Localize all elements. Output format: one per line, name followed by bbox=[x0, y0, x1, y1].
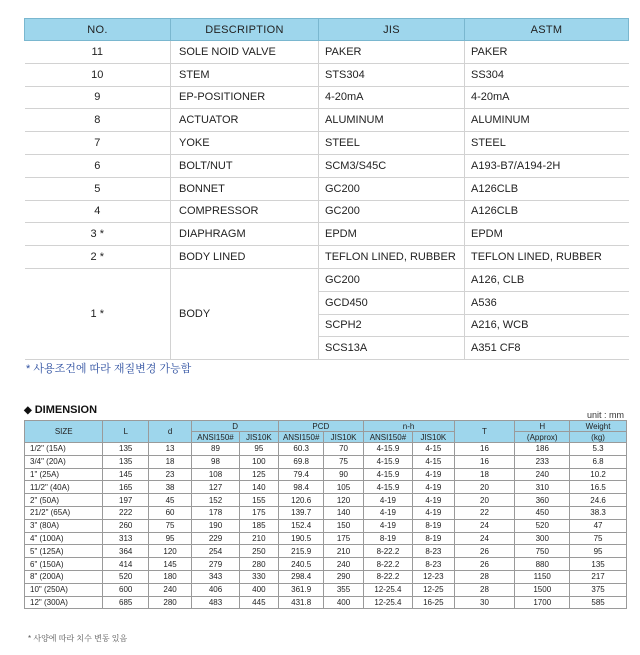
part-jis: ALUMINUM bbox=[319, 109, 465, 132]
part-no: 7 bbox=[25, 132, 171, 155]
cell-pcd-jis: 90 bbox=[324, 468, 363, 481]
dimension-table bbox=[24, 420, 627, 609]
cell-d-jis: 210 bbox=[239, 532, 278, 545]
cell-nh-jis: 16-25 bbox=[413, 596, 454, 609]
part-jis: GC200 bbox=[319, 200, 465, 223]
cell-d-jis: 330 bbox=[239, 570, 278, 583]
dimension-row bbox=[25, 443, 627, 456]
cell-d-small: 60 bbox=[148, 506, 191, 519]
dimension-row bbox=[25, 558, 627, 571]
part-no: 4 bbox=[25, 200, 171, 223]
part-astm: A126, CLB bbox=[465, 268, 629, 291]
cell-d-jis: 445 bbox=[239, 596, 278, 609]
cell-t: 26 bbox=[454, 558, 515, 571]
header-description: DESCRIPTION bbox=[171, 19, 319, 41]
part-description: ACTUATOR bbox=[171, 109, 319, 132]
cell-size: 8" (200A) bbox=[25, 570, 103, 583]
cell-nh-ansi: 4-19 bbox=[363, 506, 413, 519]
cell-t: 28 bbox=[454, 583, 515, 596]
cell-pcd-ansi: 152.4 bbox=[278, 519, 323, 532]
cell-l: 165 bbox=[103, 481, 148, 494]
cell-l: 222 bbox=[103, 506, 148, 519]
part-astm: A126CLB bbox=[465, 177, 629, 200]
dimension-row bbox=[25, 570, 627, 583]
cell-d-jis: 185 bbox=[239, 519, 278, 532]
cell-d-jis: 125 bbox=[239, 468, 278, 481]
cell-d-ansi: 483 bbox=[192, 596, 239, 609]
cell-d-jis: 140 bbox=[239, 481, 278, 494]
cell-d-ansi: 254 bbox=[192, 545, 239, 558]
cell-l: 685 bbox=[103, 596, 148, 609]
cell-d-small: 240 bbox=[148, 583, 191, 596]
header-size: SIZE bbox=[25, 421, 103, 443]
part-no: 2 * bbox=[25, 246, 171, 269]
cell-nh-ansi: 4-15.9 bbox=[363, 455, 413, 468]
cell-pcd-jis: 175 bbox=[324, 532, 363, 545]
cell-t: 18 bbox=[454, 468, 515, 481]
cell-h: 750 bbox=[515, 545, 570, 558]
dimension-row bbox=[25, 455, 627, 468]
cell-h: 1700 bbox=[515, 596, 570, 609]
part-description: YOKE bbox=[171, 132, 319, 155]
part-description: SOLE NOID VALVE bbox=[171, 41, 319, 64]
cell-d-ansi: 229 bbox=[192, 532, 239, 545]
part-astm: A193-B7/A194-2H bbox=[465, 154, 629, 177]
cell-t: 20 bbox=[454, 494, 515, 507]
cell-t: 28 bbox=[454, 570, 515, 583]
cell-size: 1" (25A) bbox=[25, 468, 103, 481]
header-d-jis: JIS10K bbox=[239, 432, 278, 443]
cell-t: 26 bbox=[454, 545, 515, 558]
cell-pcd-jis: 355 bbox=[324, 583, 363, 596]
cell-nh-ansi: 4-15.9 bbox=[363, 481, 413, 494]
cell-h: 450 bbox=[515, 506, 570, 519]
dimension-row bbox=[25, 481, 627, 494]
cell-nh-jis: 12-25 bbox=[413, 583, 454, 596]
part-jis: GCD450 bbox=[319, 291, 465, 314]
cell-d-jis: 280 bbox=[239, 558, 278, 571]
part-no: 1 * bbox=[25, 268, 171, 359]
part-jis: SCS13A bbox=[319, 337, 465, 360]
cell-d-ansi: 178 bbox=[192, 506, 239, 519]
cell-nh-jis: 12-23 bbox=[413, 570, 454, 583]
material-row bbox=[25, 41, 629, 64]
part-no: 6 bbox=[25, 154, 171, 177]
cell-w: 38.3 bbox=[570, 506, 627, 519]
dimension-row bbox=[25, 519, 627, 532]
cell-l: 520 bbox=[103, 570, 148, 583]
dimension-header-row-1 bbox=[25, 421, 627, 432]
material-row bbox=[25, 177, 629, 200]
dimension-title-text: DIMENSION bbox=[34, 404, 98, 416]
cell-nh-ansi: 8-19 bbox=[363, 532, 413, 545]
dimension-row bbox=[25, 545, 627, 558]
cell-nh-jis: 8-23 bbox=[413, 545, 454, 558]
part-jis: TEFLON LINED, RUBBER bbox=[319, 246, 465, 269]
unit-label: unit : mm bbox=[586, 410, 624, 420]
part-description: BOLT/NUT bbox=[171, 154, 319, 177]
cell-nh-jis: 4-15 bbox=[413, 443, 454, 456]
cell-pcd-jis: 140 bbox=[324, 506, 363, 519]
part-no: 9 bbox=[25, 86, 171, 109]
cell-nh-jis: 4-19 bbox=[413, 506, 454, 519]
cell-h: 300 bbox=[515, 532, 570, 545]
cell-nh-jis: 4-19 bbox=[413, 481, 454, 494]
cell-h: 360 bbox=[515, 494, 570, 507]
cell-d-small: 38 bbox=[148, 481, 191, 494]
cell-nh-jis: 8-19 bbox=[413, 532, 454, 545]
part-jis: STEEL bbox=[319, 132, 465, 155]
cell-size: 21/2" (65A) bbox=[25, 506, 103, 519]
dimension-row bbox=[25, 494, 627, 507]
cell-pcd-jis: 400 bbox=[324, 596, 363, 609]
material-row bbox=[25, 246, 629, 269]
part-description: BODY LINED bbox=[171, 246, 319, 269]
part-no: 3 * bbox=[25, 223, 171, 246]
cell-pcd-ansi: 298.4 bbox=[278, 570, 323, 583]
part-jis: GC200 bbox=[319, 177, 465, 200]
part-jis: STS304 bbox=[319, 63, 465, 86]
cell-pcd-ansi: 139.7 bbox=[278, 506, 323, 519]
material-row bbox=[25, 109, 629, 132]
material-row bbox=[25, 63, 629, 86]
cell-t: 16 bbox=[454, 443, 515, 456]
cell-size: 3/4" (20A) bbox=[25, 455, 103, 468]
cell-l: 197 bbox=[103, 494, 148, 507]
cell-w: 24.6 bbox=[570, 494, 627, 507]
cell-size: 3" (80A) bbox=[25, 519, 103, 532]
header-l: L bbox=[103, 421, 148, 443]
cell-d-ansi: 127 bbox=[192, 481, 239, 494]
material-row-body bbox=[25, 268, 629, 291]
cell-pcd-ansi: 215.9 bbox=[278, 545, 323, 558]
cell-d-ansi: 152 bbox=[192, 494, 239, 507]
cell-pcd-ansi: 69.8 bbox=[278, 455, 323, 468]
cell-pcd-jis: 120 bbox=[324, 494, 363, 507]
cell-pcd-jis: 150 bbox=[324, 519, 363, 532]
cell-d-ansi: 406 bbox=[192, 583, 239, 596]
header-astm: ASTM bbox=[465, 19, 629, 41]
cell-h: 233 bbox=[515, 455, 570, 468]
header-pcd-ansi: ANSI150# bbox=[278, 432, 323, 443]
cell-size: 11/2" (40A) bbox=[25, 481, 103, 494]
cell-nh-ansi: 12-25.4 bbox=[363, 596, 413, 609]
header-d-small: d bbox=[148, 421, 191, 443]
cell-w: 217 bbox=[570, 570, 627, 583]
cell-nh-ansi: 4-19 bbox=[363, 519, 413, 532]
header-pcd: PCD bbox=[278, 421, 363, 432]
header-h: H bbox=[515, 421, 570, 432]
cell-w: 10.2 bbox=[570, 468, 627, 481]
part-no: 8 bbox=[25, 109, 171, 132]
materials-header-row bbox=[25, 19, 629, 41]
cell-pcd-ansi: 60.3 bbox=[278, 443, 323, 456]
cell-nh-jis: 8-19 bbox=[413, 519, 454, 532]
material-row bbox=[25, 132, 629, 155]
cell-l: 135 bbox=[103, 455, 148, 468]
cell-h: 1500 bbox=[515, 583, 570, 596]
cell-d-small: 75 bbox=[148, 519, 191, 532]
dimension-row bbox=[25, 468, 627, 481]
cell-pcd-ansi: 431.8 bbox=[278, 596, 323, 609]
part-jis: SCPH2 bbox=[319, 314, 465, 337]
part-astm: ALUMINUM bbox=[465, 109, 629, 132]
header-pcd-jis: JIS10K bbox=[324, 432, 363, 443]
cell-nh-jis: 4-15 bbox=[413, 455, 454, 468]
cell-pcd-jis: 75 bbox=[324, 455, 363, 468]
cell-size: 2" (50A) bbox=[25, 494, 103, 507]
cell-pcd-jis: 240 bbox=[324, 558, 363, 571]
cell-d-ansi: 279 bbox=[192, 558, 239, 571]
cell-d-jis: 155 bbox=[239, 494, 278, 507]
cell-h: 520 bbox=[515, 519, 570, 532]
cell-d-jis: 175 bbox=[239, 506, 278, 519]
header-nh: n-h bbox=[363, 421, 454, 432]
part-astm: SS304 bbox=[465, 63, 629, 86]
part-description: EP-POSITIONER bbox=[171, 86, 319, 109]
part-jis: GC200 bbox=[319, 268, 465, 291]
cell-nh-jis: 4-19 bbox=[413, 494, 454, 507]
header-h-approx: (Approx) bbox=[515, 432, 570, 443]
cell-l: 364 bbox=[103, 545, 148, 558]
cell-d-small: 45 bbox=[148, 494, 191, 507]
cell-pcd-ansi: 190.5 bbox=[278, 532, 323, 545]
cell-pcd-ansi: 361.9 bbox=[278, 583, 323, 596]
cell-d-ansi: 89 bbox=[192, 443, 239, 456]
cell-size: 5" (125A) bbox=[25, 545, 103, 558]
part-jis: EPDM bbox=[319, 223, 465, 246]
cell-nh-jis: 8-23 bbox=[413, 558, 454, 571]
part-jis: 4-20mA bbox=[319, 86, 465, 109]
cell-size: 1/2" (15A) bbox=[25, 443, 103, 456]
header-t: T bbox=[454, 421, 515, 443]
cell-h: 186 bbox=[515, 443, 570, 456]
part-no: 10 bbox=[25, 63, 171, 86]
cell-d-ansi: 190 bbox=[192, 519, 239, 532]
cell-pcd-jis: 105 bbox=[324, 481, 363, 494]
cell-pcd-ansi: 98.4 bbox=[278, 481, 323, 494]
cell-l: 145 bbox=[103, 468, 148, 481]
cell-t: 16 bbox=[454, 455, 515, 468]
cell-nh-ansi: 12-25.4 bbox=[363, 583, 413, 596]
part-astm: A126CLB bbox=[465, 200, 629, 223]
cell-pcd-ansi: 79.4 bbox=[278, 468, 323, 481]
header-no: NO. bbox=[25, 19, 171, 41]
part-description: STEM bbox=[171, 63, 319, 86]
material-note: * 사용조건에 따라 재질변경 가능함 bbox=[26, 363, 192, 375]
cell-pcd-jis: 290 bbox=[324, 570, 363, 583]
cell-w: 585 bbox=[570, 596, 627, 609]
cell-d-ansi: 98 bbox=[192, 455, 239, 468]
part-jis: PAKER bbox=[319, 41, 465, 64]
header-weight-kg: (kg) bbox=[570, 432, 627, 443]
cell-l: 600 bbox=[103, 583, 148, 596]
cell-d-jis: 95 bbox=[239, 443, 278, 456]
cell-d-small: 120 bbox=[148, 545, 191, 558]
cell-size: 6" (150A) bbox=[25, 558, 103, 571]
cell-w: 16.5 bbox=[570, 481, 627, 494]
header-weight: Weight bbox=[570, 421, 627, 432]
cell-d-ansi: 343 bbox=[192, 570, 239, 583]
cell-nh-ansi: 8-22.2 bbox=[363, 570, 413, 583]
part-no: 11 bbox=[25, 41, 171, 64]
dimension-title bbox=[24, 404, 97, 416]
cell-d-small: 23 bbox=[148, 468, 191, 481]
cell-nh-ansi: 8-22.2 bbox=[363, 545, 413, 558]
cell-nh-jis: 4-19 bbox=[413, 468, 454, 481]
dimension-note: * 사양에 따라 치수 변동 있음 bbox=[28, 634, 128, 643]
cell-nh-ansi: 4-19 bbox=[363, 494, 413, 507]
material-row bbox=[25, 86, 629, 109]
cell-pcd-jis: 210 bbox=[324, 545, 363, 558]
cell-w: 75 bbox=[570, 532, 627, 545]
cell-d-small: 180 bbox=[148, 570, 191, 583]
dimension-row bbox=[25, 583, 627, 596]
part-astm: A216, WCB bbox=[465, 314, 629, 337]
cell-size: 10" (250A) bbox=[25, 583, 103, 596]
part-astm: A536 bbox=[465, 291, 629, 314]
cell-size: 4" (100A) bbox=[25, 532, 103, 545]
cell-pcd-jis: 70 bbox=[324, 443, 363, 456]
header-d-ansi: ANSI150# bbox=[192, 432, 239, 443]
part-astm: PAKER bbox=[465, 41, 629, 64]
cell-w: 5.3 bbox=[570, 443, 627, 456]
cell-h: 310 bbox=[515, 481, 570, 494]
material-row bbox=[25, 200, 629, 223]
cell-w: 95 bbox=[570, 545, 627, 558]
cell-d-ansi: 108 bbox=[192, 468, 239, 481]
header-nh-jis: JIS10K bbox=[413, 432, 454, 443]
part-astm: TEFLON LINED, RUBBER bbox=[465, 246, 629, 269]
cell-d-small: 13 bbox=[148, 443, 191, 456]
header-jis: JIS bbox=[319, 19, 465, 41]
header-d: D bbox=[192, 421, 279, 432]
cell-t: 24 bbox=[454, 532, 515, 545]
header-nh-ansi: ANSI150# bbox=[363, 432, 413, 443]
cell-d-small: 18 bbox=[148, 455, 191, 468]
cell-h: 880 bbox=[515, 558, 570, 571]
material-row bbox=[25, 223, 629, 246]
cell-pcd-ansi: 240.5 bbox=[278, 558, 323, 571]
cell-w: 47 bbox=[570, 519, 627, 532]
materials-table bbox=[24, 18, 629, 360]
part-astm: EPDM bbox=[465, 223, 629, 246]
cell-nh-ansi: 8-22.2 bbox=[363, 558, 413, 571]
cell-l: 414 bbox=[103, 558, 148, 571]
dimension-row bbox=[25, 596, 627, 609]
dimension-row bbox=[25, 532, 627, 545]
cell-d-small: 280 bbox=[148, 596, 191, 609]
cell-w: 135 bbox=[570, 558, 627, 571]
dimension-row bbox=[25, 506, 627, 519]
cell-nh-ansi: 4-15.9 bbox=[363, 443, 413, 456]
part-description: BODY bbox=[171, 268, 319, 359]
part-jis: SCM3/S45C bbox=[319, 154, 465, 177]
cell-w: 375 bbox=[570, 583, 627, 596]
part-astm: STEEL bbox=[465, 132, 629, 155]
cell-t: 30 bbox=[454, 596, 515, 609]
cell-d-jis: 400 bbox=[239, 583, 278, 596]
cell-h: 240 bbox=[515, 468, 570, 481]
part-description: BONNET bbox=[171, 177, 319, 200]
cell-d-jis: 100 bbox=[239, 455, 278, 468]
part-astm: A351 CF8 bbox=[465, 337, 629, 360]
material-row bbox=[25, 154, 629, 177]
part-no: 5 bbox=[25, 177, 171, 200]
cell-w: 6.8 bbox=[570, 455, 627, 468]
cell-d-jis: 250 bbox=[239, 545, 278, 558]
cell-d-small: 145 bbox=[148, 558, 191, 571]
cell-t: 20 bbox=[454, 481, 515, 494]
cell-l: 135 bbox=[103, 443, 148, 456]
cell-pcd-ansi: 120.6 bbox=[278, 494, 323, 507]
part-description: COMPRESSOR bbox=[171, 200, 319, 223]
cell-l: 260 bbox=[103, 519, 148, 532]
part-astm: 4-20mA bbox=[465, 86, 629, 109]
part-description: DIAPHRAGM bbox=[171, 223, 319, 246]
cell-t: 22 bbox=[454, 506, 515, 519]
cell-t: 24 bbox=[454, 519, 515, 532]
diamond-icon: ◆ bbox=[24, 405, 32, 416]
cell-h: 1150 bbox=[515, 570, 570, 583]
cell-d-small: 95 bbox=[148, 532, 191, 545]
cell-l: 313 bbox=[103, 532, 148, 545]
cell-nh-ansi: 4-15.9 bbox=[363, 468, 413, 481]
cell-size: 12" (300A) bbox=[25, 596, 103, 609]
